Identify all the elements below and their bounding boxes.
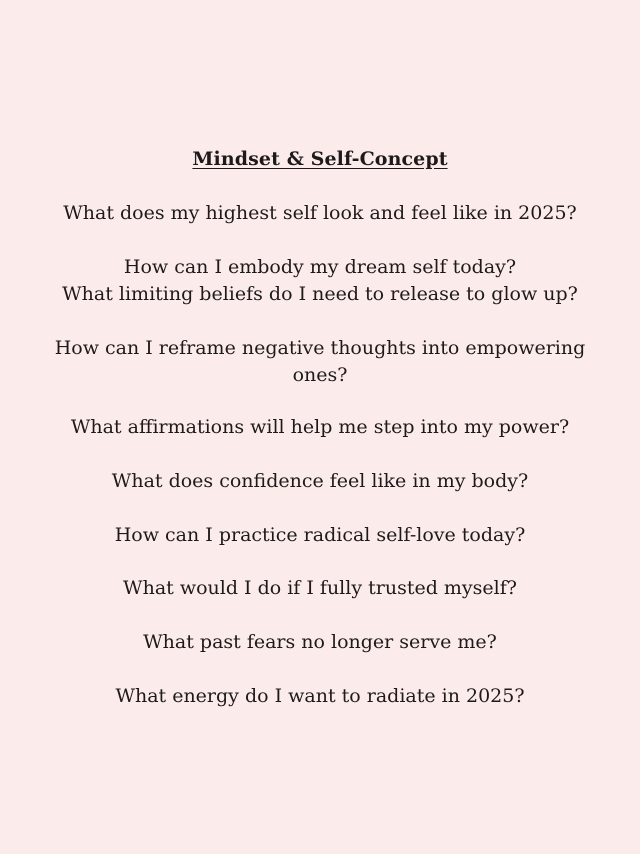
prompt-limiting-beliefs: What limiting beliefs do I need to release to glow up?: [62, 283, 578, 305]
prompt-trust-myself: What would I do if I fully trusted myself?: [123, 577, 517, 599]
prompt-energy: What energy do I want to radiate in 2025?: [115, 685, 525, 707]
prompt-highest-self: What does my highest self look and feel like in 2025?: [63, 202, 577, 224]
prompt-past-fears: What past fears no longer serve me?: [143, 631, 497, 653]
page-title: Mindset & Self-Concept: [192, 148, 448, 170]
prompt-self-love: How can I practice radical self-love today?: [114, 524, 526, 546]
prompt-embody-dream-self: How can I embody my dream self today?: [123, 256, 517, 278]
prompt-reframe-thoughts: How can I reframe negative thoughts into empowering ones?: [54, 337, 586, 386]
prompt-affirmations: What affirmations will help me step into my power?: [70, 416, 570, 438]
prompt-confidence: What does confidence feel like in my body?: [111, 470, 529, 492]
